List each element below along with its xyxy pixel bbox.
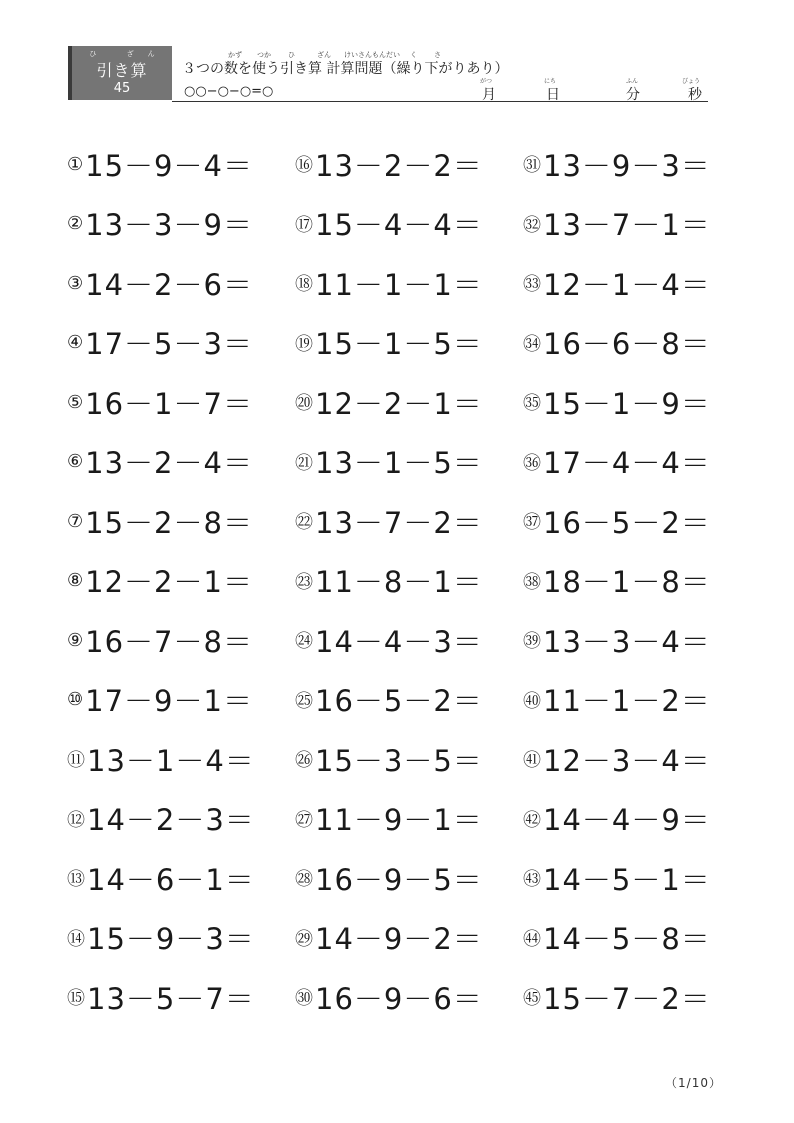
problem-item <box>295 729 483 789</box>
problem-number: ㉗ <box>295 809 313 831</box>
problem-item <box>67 967 255 1027</box>
problem-item <box>523 670 711 730</box>
problem-number: ⑩ <box>67 689 84 710</box>
problem-expression: 16－9－6＝ <box>315 981 483 1016</box>
problem-expression: 16－6－8＝ <box>543 327 711 361</box>
problem-number: ① <box>67 153 84 175</box>
problem-item <box>67 670 253 730</box>
unit-ruby-second: びょう <box>682 78 701 85</box>
problem-item <box>523 253 711 313</box>
problem-expression: 15－1－9＝ <box>543 386 711 421</box>
problem-number: ㊵ <box>523 690 541 712</box>
problem-expression: 14－9－2＝ <box>315 922 483 956</box>
badge-ruby: ひ ざん <box>89 50 169 58</box>
ruby-kazu: かず <box>228 51 242 59</box>
problem-expression: 13－1－5＝ <box>315 446 483 480</box>
problem-item <box>523 610 711 670</box>
unit-month: 月 <box>482 87 496 103</box>
problem-number: ④ <box>67 332 84 353</box>
problem-number: ㊹ <box>523 928 541 950</box>
problem-number: ⑧ <box>67 570 84 591</box>
problem-item <box>67 313 253 373</box>
problem-expression: 13－2－4＝ <box>85 446 253 480</box>
problem-number: ㊱ <box>523 452 541 474</box>
problem-item <box>295 610 483 670</box>
problem-number: ㉕ <box>295 690 313 712</box>
problem-expression: 13－5－7＝ <box>87 981 255 1016</box>
problem-expression: 13－3－9＝ <box>85 208 253 242</box>
problem-expression: 15－7－2＝ <box>543 981 711 1016</box>
problem-item <box>67 908 255 968</box>
problem-number: ⑪ <box>67 750 85 771</box>
problem-number: ㊴ <box>523 631 541 652</box>
problem-item <box>523 551 711 611</box>
problem-expression: 15－1－5＝ <box>315 327 483 361</box>
problem-number: ㉖ <box>295 750 313 771</box>
problem-number: ⑯ <box>295 155 313 176</box>
problem-number: ㉝ <box>523 274 541 295</box>
category-badge <box>68 46 172 100</box>
problem-expression: 11－9－1＝ <box>315 803 483 837</box>
problem-item <box>67 551 253 611</box>
problem-expression: 15－2－8＝ <box>85 505 253 540</box>
problem-expression: 12－1－4＝ <box>543 267 711 302</box>
problem-number: ⑨ <box>67 629 84 651</box>
problem-expression: 16－9－5＝ <box>315 862 483 897</box>
ruby-sa: さ <box>434 51 441 59</box>
problem-expression: 13－7－1＝ <box>543 208 711 242</box>
problem-number: ⑤ <box>67 391 84 413</box>
unit-ruby-day: にち <box>544 78 557 85</box>
problem-expression: 13－7－2＝ <box>315 505 483 540</box>
problem-number: ⑭ <box>67 928 85 950</box>
problem-item <box>67 848 255 908</box>
ruby-keisanmondai: けいさんもんだい <box>344 51 400 59</box>
problem-item <box>295 670 483 730</box>
unit-ruby-minute: ふん <box>626 78 639 85</box>
problem-item <box>67 372 253 432</box>
problem-expression: 14－4－3＝ <box>315 624 483 659</box>
problem-expression: 11－1－1＝ <box>315 267 483 302</box>
problem-item <box>295 253 483 313</box>
problem-number: ㊸ <box>523 869 541 890</box>
problem-expression: 18－1－8＝ <box>543 565 711 599</box>
problem-number: ㉓ <box>295 571 313 593</box>
ruby-zan: ざん <box>317 51 331 59</box>
problem-item <box>523 908 711 968</box>
problem-expression: 12－2－1＝ <box>315 386 483 421</box>
problem-item <box>295 551 483 611</box>
problem-item <box>295 134 483 194</box>
problem-item <box>523 967 711 1027</box>
problem-item <box>67 432 253 492</box>
problem-number: ㊳ <box>523 571 541 593</box>
page-indicator: （1/10） <box>665 1076 722 1090</box>
problem-number: ㉟ <box>523 393 541 414</box>
problem-item <box>523 491 711 551</box>
unit-minute: 分 <box>626 87 640 103</box>
problem-number: ⑰ <box>295 214 313 236</box>
worksheet-header <box>68 46 708 102</box>
problem-number: ㉞ <box>523 333 541 355</box>
problem-item <box>295 848 483 908</box>
problem-item <box>295 967 483 1027</box>
problem-expression: 14－2－6＝ <box>85 267 253 302</box>
problem-item <box>523 134 711 194</box>
problem-expression: 11－8－1＝ <box>315 565 483 599</box>
problem-expression: 14－2－3＝ <box>87 803 255 837</box>
problem-item <box>295 432 483 492</box>
problem-item <box>523 313 711 373</box>
problem-item <box>523 848 711 908</box>
problem-number: ⑦ <box>67 510 84 532</box>
problem-item <box>523 194 711 254</box>
problem-item <box>523 729 711 789</box>
problem-number: ⑲ <box>295 333 313 355</box>
unit-ruby-month: がつ <box>480 78 493 85</box>
problem-item <box>67 194 253 254</box>
problem-number: ⑳ <box>295 393 313 414</box>
problem-number: ⑱ <box>295 274 313 295</box>
problem-number: ㊲ <box>523 512 541 533</box>
problem-number: ⑥ <box>67 451 84 472</box>
problem-number: ㉔ <box>295 631 313 652</box>
problem-number: ㊷ <box>523 809 541 831</box>
problem-number: ㉒ <box>295 512 313 533</box>
problem-item <box>295 789 483 849</box>
ruby-hi: ひ <box>288 51 295 59</box>
header-underline <box>172 101 708 102</box>
ruby-tsuka: つか <box>257 51 271 59</box>
problem-item <box>295 194 483 254</box>
ruby-kuri: く <box>410 51 417 59</box>
unit-second: 秒 <box>688 87 702 103</box>
problem-number: ② <box>67 213 84 234</box>
problem-expression: 16－7－8＝ <box>85 624 253 659</box>
problem-expression: 11－1－2＝ <box>543 684 711 718</box>
problem-expression: 15－9－4＝ <box>85 148 253 183</box>
problem-expression: 12－2－1＝ <box>85 565 253 599</box>
worksheet-subtitle: ○○−○−○=○ <box>184 84 274 99</box>
problem-item <box>295 491 483 551</box>
problem-expression: 14－5－8＝ <box>543 922 711 956</box>
problem-expression: 16－1－7＝ <box>85 386 253 421</box>
problem-item <box>523 372 711 432</box>
problem-expression: 16－5－2＝ <box>315 684 483 718</box>
badge-title: 引き算 <box>96 61 148 80</box>
problem-number: ㉜ <box>523 214 541 236</box>
problem-expression: 17－5－3＝ <box>85 327 253 361</box>
problem-item <box>295 372 483 432</box>
problem-item <box>67 610 253 670</box>
problem-number: ㉚ <box>295 988 313 1009</box>
problem-item <box>295 313 483 373</box>
problem-number: ㉑ <box>295 452 313 474</box>
problem-expression: 16－5－2＝ <box>543 505 711 540</box>
problem-expression: 12－3－4＝ <box>543 743 711 778</box>
problem-item <box>67 729 255 789</box>
problem-item <box>67 491 253 551</box>
problem-item <box>523 432 711 492</box>
problem-expression: 15－3－5＝ <box>315 743 483 778</box>
problem-number: ㊶ <box>523 750 541 771</box>
problem-number: ㉘ <box>295 869 313 890</box>
problem-item <box>295 908 483 968</box>
worksheet-title: ３つの数を使う引き算 計算問題（繰り下がりあり） <box>182 61 509 77</box>
problem-number: ㊺ <box>523 988 541 1009</box>
problem-number: ⑮ <box>67 988 85 1009</box>
problem-item <box>67 789 255 849</box>
problem-number: ㉙ <box>295 928 313 950</box>
problem-expression: 13－2－2＝ <box>315 148 483 183</box>
problem-number: ⑬ <box>67 869 85 890</box>
problem-expression: 14－4－9＝ <box>543 803 711 837</box>
problem-expression: 15－9－3＝ <box>87 922 255 956</box>
problem-expression: 13－3－4＝ <box>543 624 711 659</box>
problem-number: ⑫ <box>67 809 85 831</box>
problem-item <box>67 134 253 194</box>
worksheet-number: 45 <box>113 81 131 96</box>
problem-expression: 17－4－4＝ <box>543 446 711 480</box>
problem-expression: 14－6－1＝ <box>87 862 255 897</box>
problem-expression: 13－9－3＝ <box>543 148 711 183</box>
problem-expression: 15－4－4＝ <box>315 208 483 242</box>
unit-day: 日 <box>546 87 560 103</box>
problem-expression: 13－1－4＝ <box>87 743 255 778</box>
problem-expression: 17－9－1＝ <box>85 684 253 718</box>
problem-item <box>67 253 253 313</box>
problem-number: ③ <box>67 272 84 294</box>
problem-item <box>523 789 711 849</box>
problem-expression: 14－5－1＝ <box>543 862 711 897</box>
problem-number: ㉛ <box>523 155 541 176</box>
